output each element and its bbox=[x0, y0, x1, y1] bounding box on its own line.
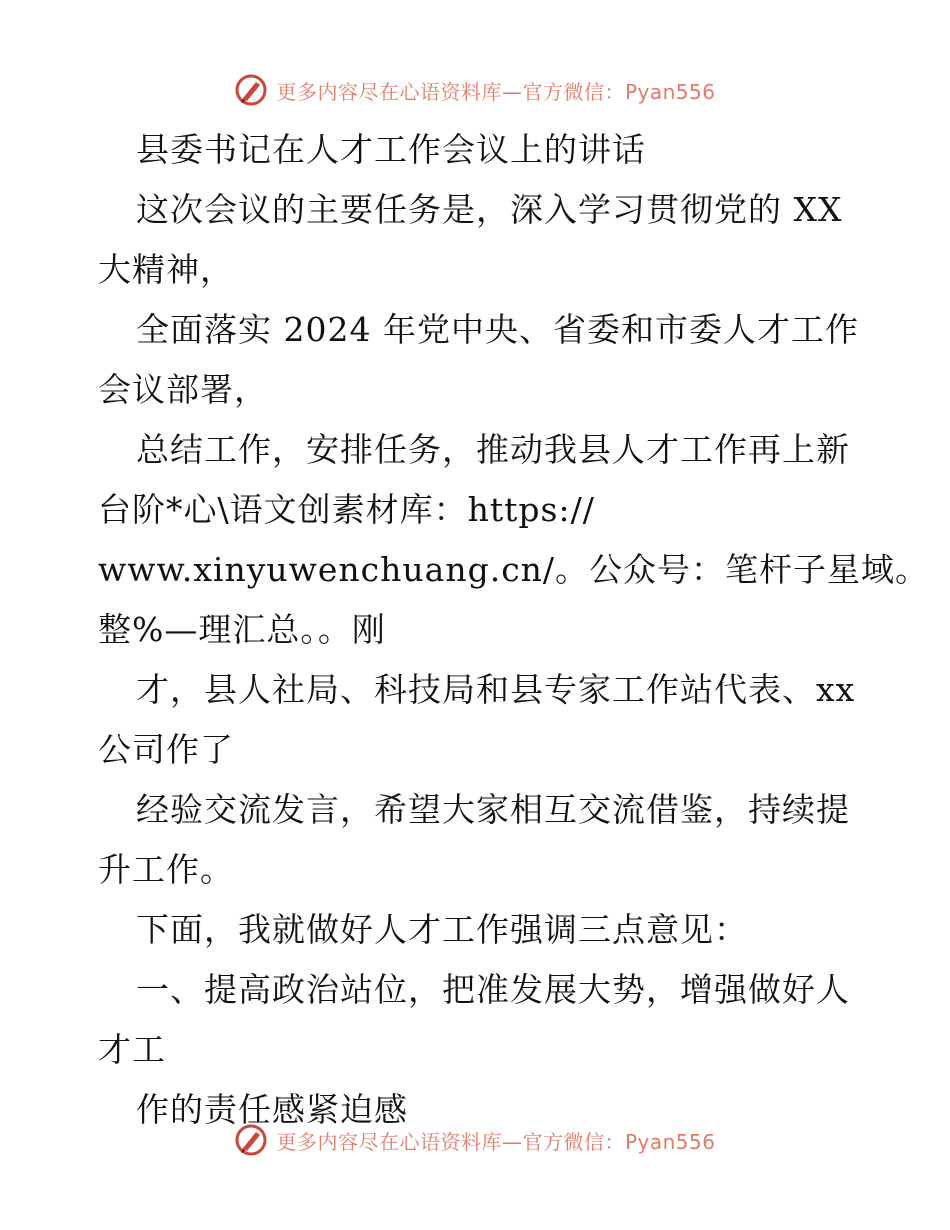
document-line: 县委书记在人才工作会议上的讲话 bbox=[136, 130, 646, 169]
footer-banner-text: 更多内容尽在心语资料库—官方微信：Pyan556 bbox=[276, 1129, 716, 1154]
document-line: 整%—理汇总。。刚 bbox=[98, 610, 386, 649]
document-line: 大精神， bbox=[98, 250, 234, 289]
document-line: 会议部署， bbox=[98, 370, 268, 409]
document-line: 台阶*心\语文创素材库：https:// bbox=[98, 490, 595, 529]
document-line: 才，县人社局、科技局和县专家工作站代表、xx bbox=[136, 670, 856, 709]
document-line: 这次会议的主要任务是，深入学习贯彻党的 XX bbox=[136, 190, 843, 229]
document-line: 下面，我就做好人才工作强调三点意见： bbox=[136, 910, 748, 949]
document-line: 公司作了 bbox=[98, 730, 234, 769]
document-line: 经验交流发言，希望大家相互交流借鉴，持续提 bbox=[136, 790, 850, 829]
footer-banner bbox=[0, 1118, 950, 1162]
document-line: 一、提高政治站位，把准发展大势，增强做好人 bbox=[136, 970, 850, 1009]
document-line: 总结工作，安排任务，推动我县人才工作再上新 bbox=[136, 430, 850, 469]
pen-circle-logo-icon bbox=[234, 73, 268, 107]
pen-circle-logo-icon bbox=[234, 1123, 268, 1157]
document-line: 作的责任感紧迫感 bbox=[136, 1090, 408, 1129]
document-line: 全面落实 2024 年党中央、省委和市委人才工作 bbox=[136, 310, 859, 349]
document-line: 才工 bbox=[98, 1030, 166, 1069]
header-banner bbox=[0, 68, 950, 112]
document-body bbox=[98, 120, 930, 1140]
document-line: 升工作。 bbox=[98, 850, 234, 889]
document-line: www.xinyuwenchuang.cn/。公众号：笔杆子星域。 bbox=[98, 550, 930, 589]
header-banner-text: 更多内容尽在心语资料库—官方微信：Pyan556 bbox=[276, 79, 716, 104]
